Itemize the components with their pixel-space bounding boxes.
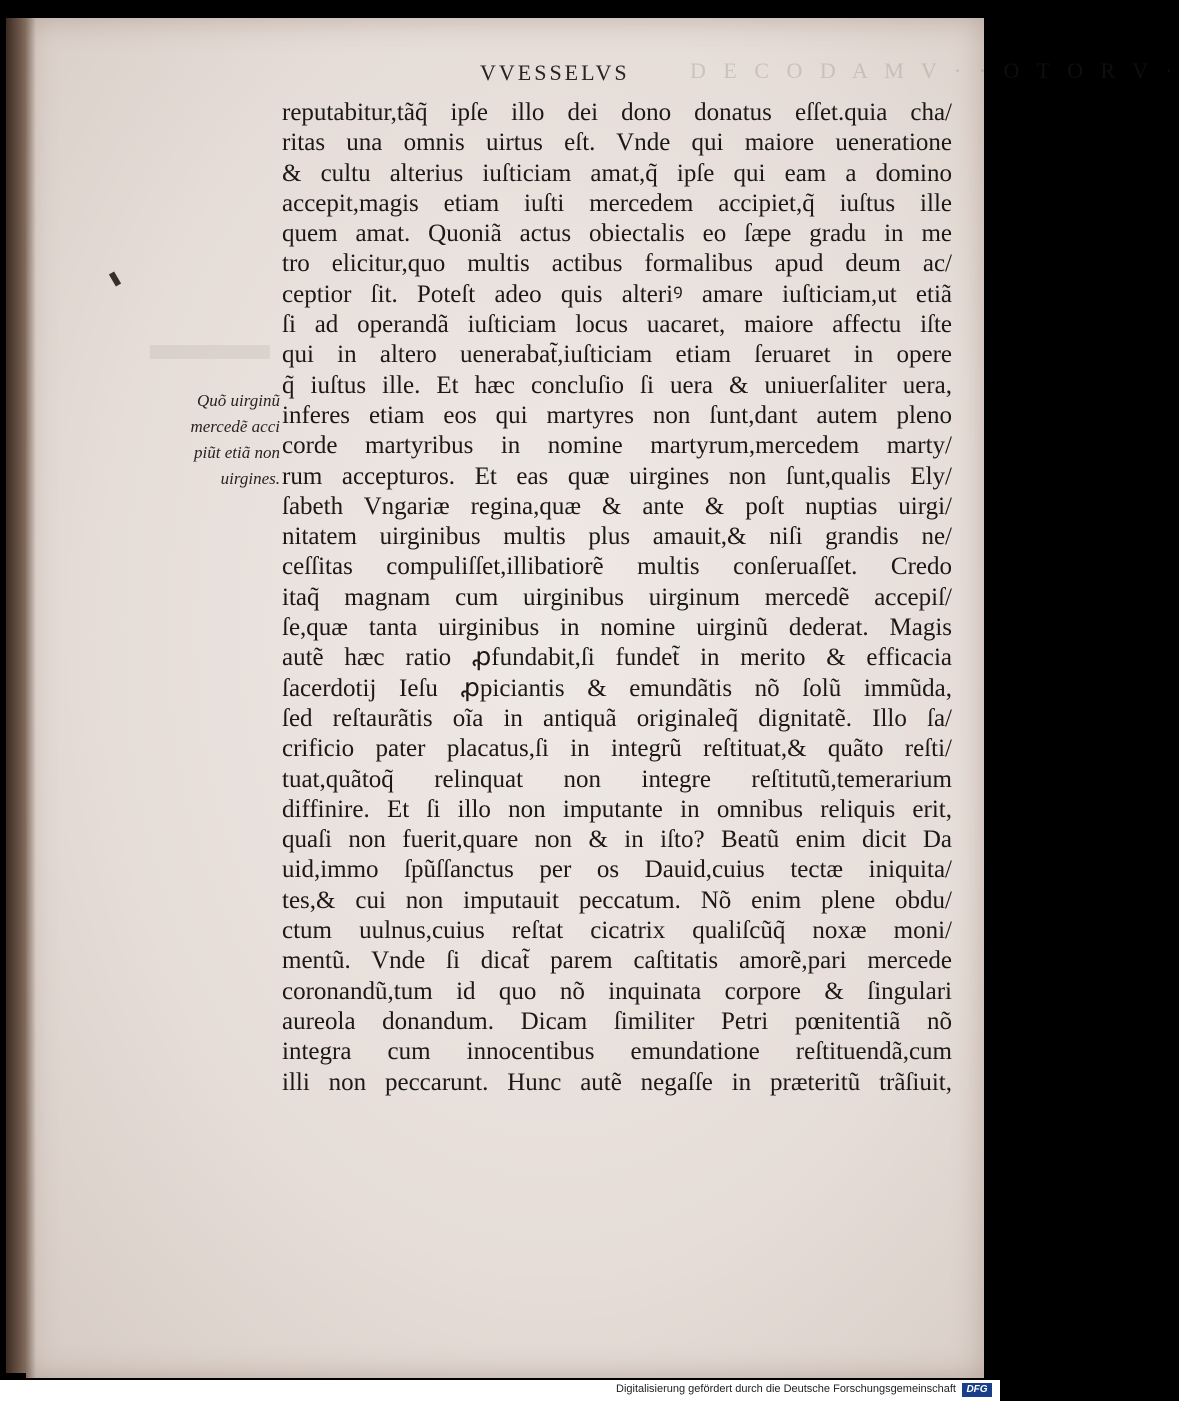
marginal-line: piũt etiã non xyxy=(194,443,280,462)
text-line: quaſi non fuerit,quare non & in iſto? Beatũ enim dicit Da xyxy=(282,826,952,854)
text-line: qui in altero uenerabat̃,iuſticiam etiam ſeruaret in opere xyxy=(282,341,952,369)
text-line: ceptior ſit. Poteſt adeo quis alteriꝰ amare iuſticiam,ut etiã xyxy=(282,280,952,308)
marginal-line: mercedẽ acci xyxy=(190,417,280,436)
text-line: ſed reſtaurãtis oĩa in antiquã originaleq̃ dignitatẽ. Illo ſa/ xyxy=(282,704,952,732)
text-line: corde martyribus in nomine martyrum,mercedem marty/ xyxy=(282,432,952,460)
text-line: aureola donandum. Dicam ſimiliter Petri pœnitentiã nõ xyxy=(282,1007,952,1035)
funding-credit: Digitalisierung gefördert durch die Deutsche Forschungsgemeinschaft xyxy=(616,1383,956,1395)
text-line: quem amat. Quoniã actus obiectalis eo ſæpe gradu in me xyxy=(282,220,952,248)
text-line: crificio pater placatus,ſi in integrũ reſtituat,& quãto reſti/ xyxy=(282,735,952,763)
text-line: nitatem uirginibus multis plus amauit,& niſi grandis ne/ xyxy=(282,523,952,551)
text-line: & cultu alterius iuſticiam amat,q̃ ipſe qui eam a domino xyxy=(282,159,952,187)
book-edge xyxy=(6,18,28,1373)
dfg-logo: DFG xyxy=(962,1383,992,1397)
text-line: mentũ. Vnde ſi dicat̃ parem caſtitatis amorẽ,pari mercede xyxy=(282,947,952,975)
running-title: VVESSELVS xyxy=(480,60,630,85)
text-line: rum accepturos. Et eas quæ uirgines non ſunt,qualis Ely/ xyxy=(282,462,952,490)
text-line: itaq̃ magnam cum uirginibus uirginum mercedẽ accepiſ/ xyxy=(282,583,952,611)
body-text xyxy=(282,98,952,1098)
marginal-note xyxy=(150,388,280,492)
text-line: ſe,quæ tanta uirginibus in nomine uirginũ dederat. Magis xyxy=(282,614,952,642)
marginal-line: uirgines. xyxy=(220,469,280,488)
text-line: ritas una omnis uirtus eſt. Vnde qui maiore ueneratione xyxy=(282,129,952,157)
bleed-through-mark xyxy=(150,345,270,359)
spine-shadow xyxy=(26,18,36,1378)
text-line: ſacerdotij Ieſu ꝓpiciantis & emundãtis nõ ſolũ immũda, xyxy=(282,674,952,702)
text-line: ctum uulnus,cuius reſtat cicatrix qualiſcũq̃ noxæ moni/ xyxy=(282,917,952,945)
footer-bar xyxy=(0,1380,1000,1401)
text-line: ſabeth Vngariæ regina,quæ & ante & poſt nuptias uirgi/ xyxy=(282,492,952,520)
text-line: tuat,quãtoq̃ relinquat non integre reſtitutũ,temerarium xyxy=(282,765,952,793)
bleed-through-header: D E C O D A M V · · O T O R V · xyxy=(690,58,1179,83)
text-line: accepit,magis etiam iuſti mercedem accipiet,q̃ iuſtus ille xyxy=(282,189,952,217)
text-line: diffinire. Et ſi illo non imputante in omnibus reliquis erit, xyxy=(282,795,952,823)
text-line: tro elicitur,quo multis actibus formalibus apud deum ac/ xyxy=(282,250,952,278)
text-line: inferes etiam eos qui martyres non ſunt,dant autem pleno xyxy=(282,401,952,429)
text-line: uid,immo ſpũſſanctus per os Dauid,cuius tectæ iniquita/ xyxy=(282,856,952,884)
text-line: ceſſitas compuliſſet,illibatiorẽ multis conſeruaſſet. Credo xyxy=(282,553,952,581)
text-line: tes,& cui non imputauit peccatum. Nõ enim plene obdu/ xyxy=(282,886,952,914)
text-line: illi non peccarunt. Hunc autẽ negaſſe in præteritũ trãſiuit, xyxy=(282,1068,952,1096)
text-line: autẽ hæc ratio ꝓfundabit,ſi fundet̃ in merito & efficacia xyxy=(282,644,952,672)
text-line: integra cum innocentibus emundatione reſtituendã,cum xyxy=(282,1038,952,1066)
text-line: coronandũ,tum id quo nõ inquinata corpore & ſingulari xyxy=(282,977,952,1005)
text-line: reputabitur,tãq̃ ipſe illo dei dono donatus eſſet.quia cha/ xyxy=(282,99,952,126)
text-line: ſi ad operandã iuſticiam locus uacaret, maiore affectu iſte xyxy=(282,311,952,339)
marginal-line: Quõ uirginũ xyxy=(197,391,280,410)
text-line: q̃ iuſtus ille. Et hæc concluſio ſi uera & uniuerſaliter uera, xyxy=(282,371,952,399)
